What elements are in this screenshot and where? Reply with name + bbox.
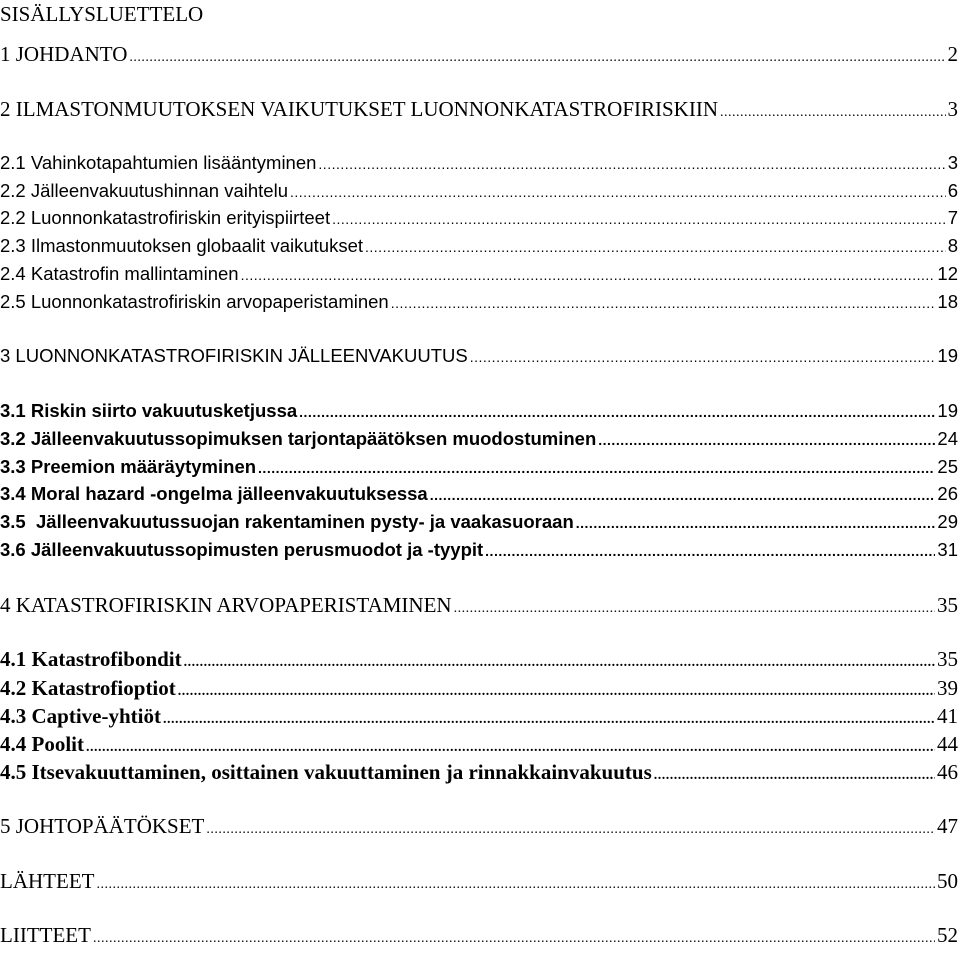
toc-entry-label: 3.2 Jälleenvakuutussopimuksen tarjontapäätöksen muodostuminen [0, 428, 597, 449]
toc-entry-ilmastonmuutos[interactable] [0, 95, 958, 127]
toc-entry-page: 3 [947, 152, 958, 173]
toc-entry-label: LÄHTEET [0, 869, 95, 893]
toc-entry-page: 39 [937, 676, 958, 700]
toc-entry-label: 3.4 Moral hazard -ongelma jälleenvakuutuksessa [0, 483, 428, 504]
toc-leader [430, 480, 936, 509]
toc-entry-3-4[interactable] [0, 480, 958, 509]
toc-entry-page: 24 [937, 428, 958, 449]
toc-entry-page: 7 [947, 207, 958, 228]
toc-entry-label: 2.1 Vahinkotapahtumien lisääntyminen [0, 152, 317, 173]
toc-leader [598, 425, 935, 454]
toc-entry-page: 18 [937, 291, 958, 312]
toc-leader [654, 758, 935, 790]
toc-leader [129, 40, 945, 72]
toc-leader [93, 921, 935, 953]
toc-leader [576, 508, 936, 537]
toc-entry-2-4[interactable] [0, 260, 958, 289]
toc-entry-label: 2.3 Ilmastonmuutoksen globaalit vaikutukset [0, 235, 364, 256]
toc-entry-page: 12 [937, 263, 958, 284]
toc-leader [241, 260, 936, 289]
toc-entry-label: 4.1 Katastrofibondit [0, 647, 182, 671]
toc-entry-page: 8 [947, 235, 958, 256]
toc-leader [332, 204, 946, 233]
toc-entry-3-6[interactable] [0, 536, 958, 565]
toc-entry-label: 2.4 Katastrofin mallintaminen [0, 263, 239, 284]
toc-entry-2-2b[interactable] [0, 204, 958, 233]
toc-entry-label: 2.5 Luonnonkatastrofiriskin arvopaperistaminen [0, 291, 389, 312]
toc-leader [720, 95, 946, 127]
toc-entry-page: 19 [937, 400, 958, 421]
toc-entry-page: 3 [947, 97, 958, 121]
toc-entry-label: 3.6 Jälleenvakuutussopimusten perusmuodot ja -tyypit [0, 539, 484, 560]
toc-leader [299, 397, 935, 426]
toc-entry-label: 3 LUONNONKATASTROFIRISKIN JÄLLEENVAKUUTUS [0, 345, 468, 366]
toc-entry-label: 4.3 Captive-yhtiöt [0, 704, 161, 728]
toc-entry-label: 2.2 Jälleenvakuutushinnan vaihtelu [0, 180, 288, 201]
toc-entry-3[interactable] [0, 342, 958, 371]
toc-entry-2-5[interactable] [0, 288, 958, 317]
toc-entry-label: 5 JOHTOPÄÄTÖKSET [0, 814, 205, 838]
toc-entry-label: 4 KATASTROFIRISKIN ARVOPAPERISTAMINEN [0, 593, 452, 617]
toc-entry-label: 3.1 Riskin siirto vakuutusketjussa [0, 400, 298, 421]
toc-entry-page: 50 [937, 869, 958, 893]
toc-entry-lahteet[interactable] [0, 867, 958, 899]
toc-leader [290, 177, 946, 206]
toc-entry-page: 6 [947, 180, 958, 201]
toc-entry-2-3[interactable] [0, 232, 958, 261]
toc-entry-3-1[interactable] [0, 397, 958, 426]
toc-entry-liitteet[interactable] [0, 921, 958, 953]
toc-entry-5[interactable] [0, 812, 958, 844]
toc-leader [485, 536, 935, 565]
toc-entry-label: 4.4 Poolit [0, 732, 84, 756]
toc-leader [96, 867, 935, 899]
toc-entry-label: 4.5 Itsevakuuttaminen, osittainen vakuuttaminen ja rinnakkainvakuutus [0, 760, 652, 784]
toc-leader [365, 232, 946, 261]
toc-entry-label: 3.5 Jälleenvakuutussuojan rakentaminen pysty- ja vaakasuoraan [0, 511, 574, 532]
toc-entry-label: 1 JOHDANTO [0, 42, 128, 66]
toc-entry-label: 3.3 Preemion määräytyminen [0, 456, 257, 477]
toc-entry-page: 52 [937, 923, 958, 947]
toc-entry-johdanto[interactable] [0, 40, 958, 72]
toc-leader [391, 288, 936, 317]
toc-leader [470, 342, 936, 371]
toc-entry-page: 26 [937, 483, 958, 504]
toc-entry-3-5[interactable] [0, 508, 958, 537]
toc-leader [318, 149, 945, 178]
toc-entry-page: 46 [937, 760, 958, 784]
toc-entry-page: 29 [937, 511, 958, 532]
toc-entry-2-2a[interactable] [0, 177, 958, 206]
toc-entry-2-1[interactable] [0, 149, 958, 178]
toc-entry-page: 44 [937, 732, 958, 756]
toc-leader [206, 812, 935, 844]
toc-entry-page: 47 [937, 814, 958, 838]
toc-leader [184, 645, 935, 677]
toc-entry-label: LIITTEET [0, 923, 91, 947]
toc-entry-3-2[interactable] [0, 425, 958, 454]
toc-entry-page: 31 [937, 539, 958, 560]
toc-leader [454, 591, 935, 623]
toc-entry-page: 19 [937, 345, 958, 366]
toc-leader [258, 453, 935, 482]
toc-entry-page: 35 [937, 593, 958, 617]
toc-entry-label: 2 ILMASTONMUUTOKSEN VAIKUTUKSET LUONNONKATASTROFIRISKIIN [0, 97, 718, 121]
toc-entry-page: 25 [937, 456, 958, 477]
toc-entry-page: 41 [937, 704, 958, 728]
toc-entry-4-1[interactable] [0, 645, 958, 677]
toc-entry-3-3[interactable] [0, 453, 958, 482]
toc-entry-label: 4.2 Katastrofioptiot [0, 676, 176, 700]
toc-entry-page: 35 [937, 647, 958, 671]
toc-entry-4[interactable] [0, 591, 958, 623]
toc-entry-page: 2 [947, 42, 958, 66]
toc-entry-4-5[interactable] [0, 758, 958, 790]
toc-entry-label: 2.2 Luonnonkatastrofiriskin erityispiirteet [0, 207, 331, 228]
toc-heading: SISÄLLYSLUETTELO [0, 2, 204, 26]
